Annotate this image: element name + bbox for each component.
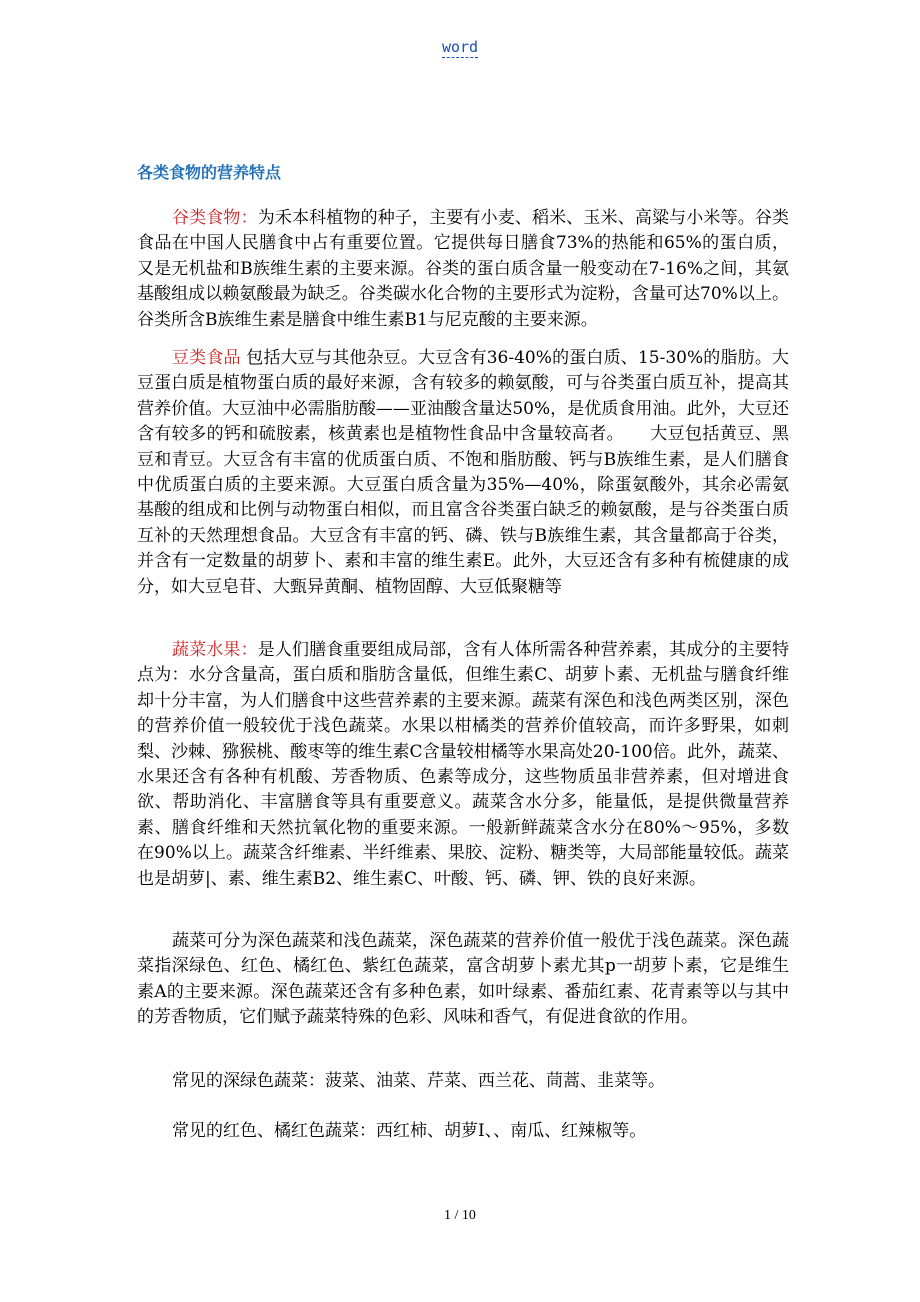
paragraph-dark-light-vegetables [137, 929, 789, 1031]
paragraph-text: 蔬菜可分为深色蔬菜和浅色蔬菜，深色蔬菜的营养价值一般优于浅色蔬菜。深色蔬菜指深绿色、红色、橘红色、紫红色蔬菜，富含胡萝卜素尤其p一胡萝卜素，它是维生素A的主要来源。深色蔬菜还含有多种色素，如叶绿素、番茄红素、花青素等以与其中的芳香物质，它们赋予蔬菜特殊的色彩、风味和香气，有促进食欲的作用。 [137, 931, 789, 1028]
paragraph-text: 常见的深绿色蔬菜：菠菜、油菜、芹菜、西兰花、茼蒿、韭菜等。 [172, 1071, 665, 1091]
keyword-vegetables: 蔬菜水果： [172, 640, 258, 660]
paragraph-red-orange-list [137, 1119, 789, 1144]
page-number: 1 / 10 [444, 1208, 476, 1223]
header-word-label: word [441, 38, 479, 56]
keyword-beans: 豆类食品 [172, 348, 241, 368]
keyword-grains: 谷类食物： [172, 208, 258, 228]
paragraph-text: 为禾本科植物的种子，主要有小麦、稻米、玉米、高粱与小米等。谷类食品在中国人民膳食中占有重要位置。它提供每日膳食73%的热能和65%的蛋白质，又是无机盐和B族维生素的主要来源。谷类的蛋白质含量一般变动在7-16%之间，其氨基酸组成以赖氨酸最为缺乏。谷类碳水化合物的主要形式为淀粉，含量可达70%以上。谷类所含B族维生素是膳食中维生素B1与尼克酸的主要来源。 [137, 208, 790, 330]
paragraph-text: 常见的红色、橘红色蔬菜：西红柿、胡萝Ⅰ、、南瓜、红辣椒等。 [172, 1121, 647, 1141]
page-title: 各类食物的营养特点 [137, 163, 282, 182]
paragraph-grains [137, 206, 789, 333]
paragraph-beans [137, 346, 789, 600]
paragraph-text: 是人们膳食重要组成局部，含有人体所需各种营养素，其成分的主要特点为：水分含量高，蛋白质和脂肪含量低，但维生素C、胡萝卜素、无机盐与膳食纤维却十分丰富，为人们膳食中这些营养素的主要来源。蔬菜有深色和浅色两类区别，深色的营养价值一般较优于浅色蔬菜。水果以柑橘类的营养价值较高，而许多野果，如刺梨、沙棘、猕猴桃、酸枣等的维生素C含量较柑橘等水果高处20-100倍。此外，蔬菜、水果还含有各种有机酸、芳香物质、色素等成分，这些物质虽非营养素，但对增进食欲、帮助消化、丰富膳食等具有重要意义。蔬菜含水分多，能量低，是提供微量营养素、膳食纤维和天然抗氧化物的重要来源。一般新鲜蔬菜含水分在80%～95%，多数在90%以上。蔬菜含纤维素、半纤维素、果胶、淀粉、糖类等，大局部能量较低。蔬菜也是胡萝|、素、维生素B2、维生素C、叶酸、钙、磷、钾、铁的良好来源。 [137, 640, 790, 889]
paragraph-vegetables-fruits [137, 638, 789, 892]
paragraph-dark-green-list [137, 1069, 789, 1094]
document-header [0, 38, 920, 56]
paragraph-text: 包括大豆与其他杂豆。大豆含有36-40%的蛋白质、15-30%的脂肪。大豆蛋白质是植物蛋白质的最好来源，含有较多的赖氨酸，可与谷类蛋白质互补，提高其营养价值。大豆油中必需脂肪酸——亚油酸含量达50%，是优质食用油。此外，大豆还含有较多的钙和硫胺素，核黄素也是植物性食品中含量较高者。 大豆包括黄豆、黑豆和青豆。大豆含有丰富的优质蛋白质、不饱和脂肪酸、钙与B族维生素，是人们膳食中优质蛋白质的主要来源。大豆蛋白质含量为35%—40%，除蛋氨酸外，其余必需氨基酸的组成和比例与动物蛋白相似，而且富含谷类蛋白缺乏的赖氨酸，是与谷类蛋白质互补的天然理想食品。大豆含有丰富的钙、磷、铁与B族维生素，其含量都高于谷类，并含有一定数量的胡萝卜、素和丰富的维生素E。此外，大豆还含有多种有梳健康的成分，如大豆皂苷、大甄异黄酮、植物固醇、大豆低聚糖等 [137, 348, 789, 597]
